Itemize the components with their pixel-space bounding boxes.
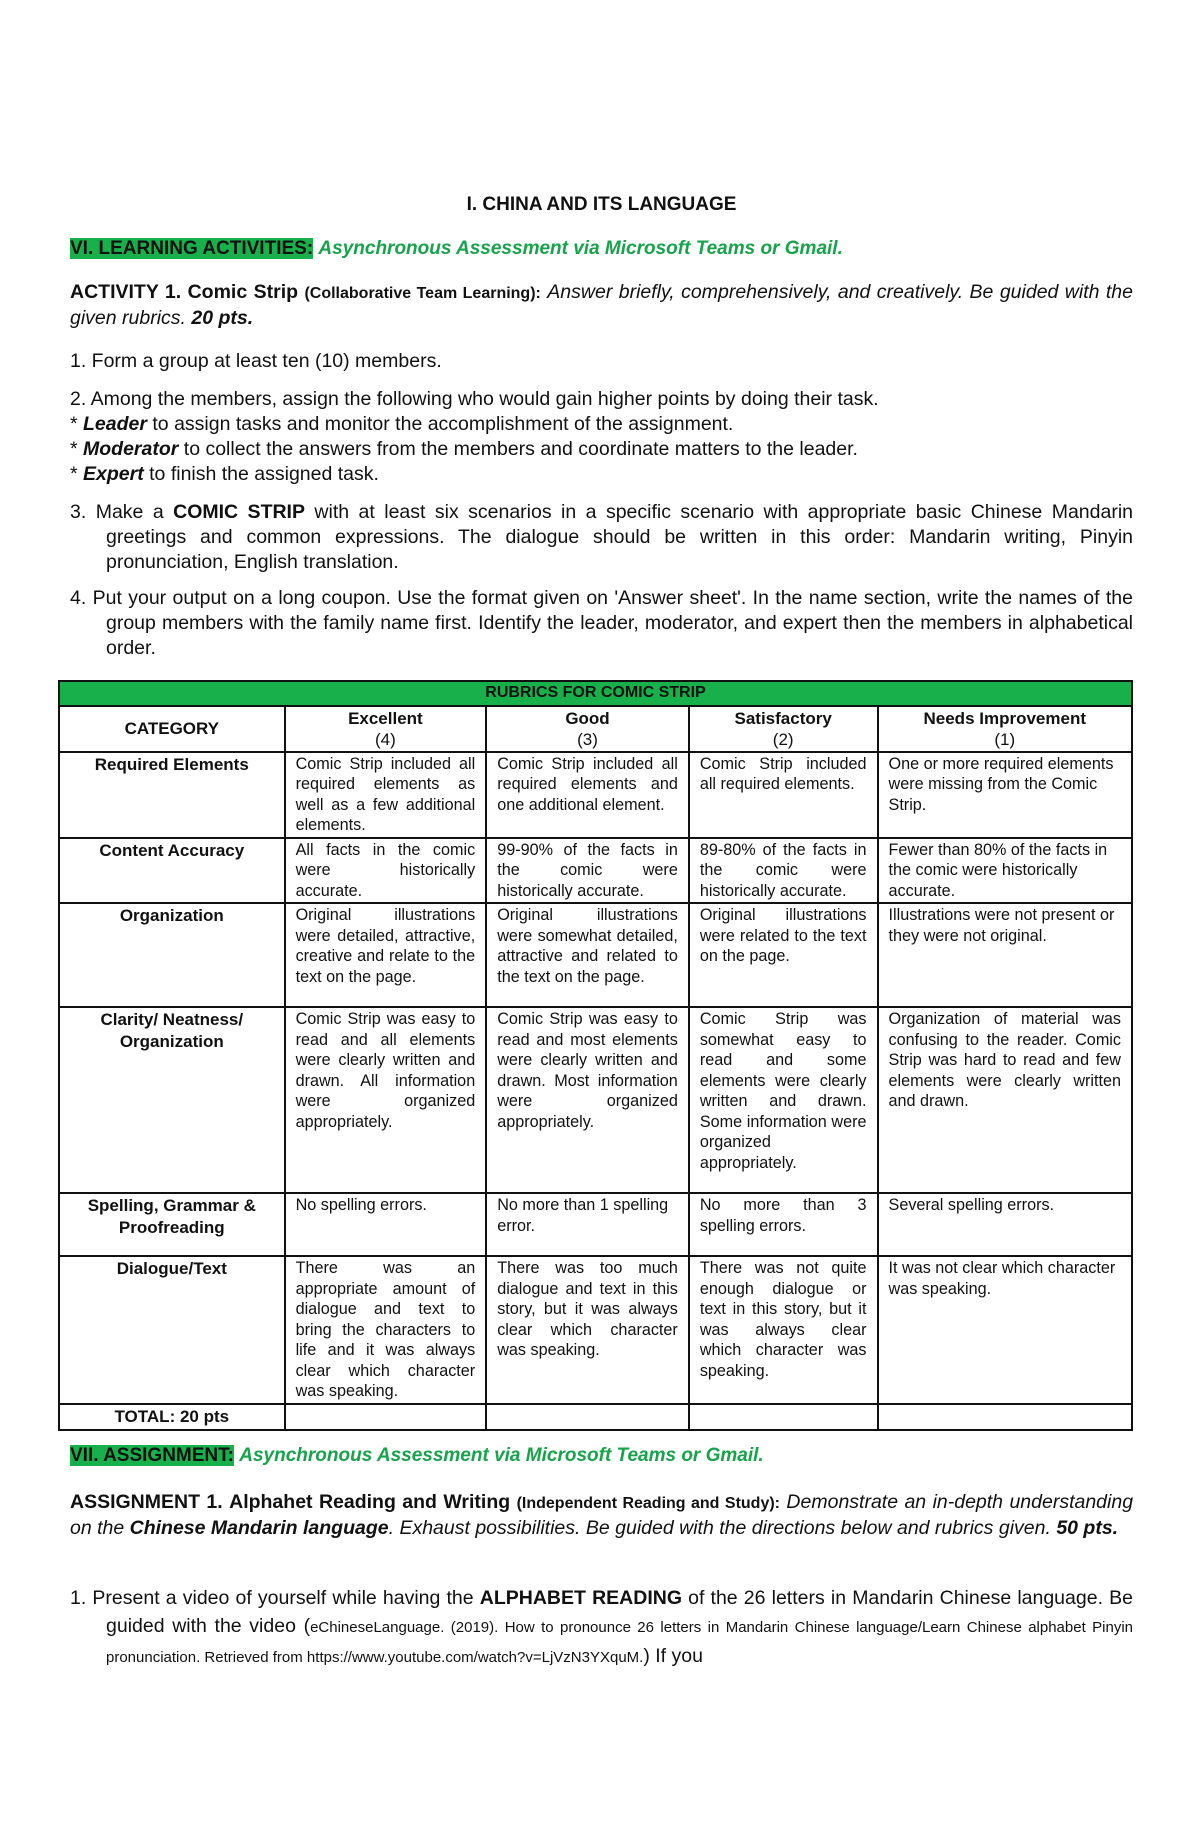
page-title: I. CHINA AND ITS LANGUAGE [466,194,737,215]
criteria-cell: 89-80% of the facts in the comic were historically accurate. [689,838,878,904]
step-2-text: 2. Among the members, assign the following who would gain higher points by doing their task. [70,388,879,410]
assignment-intro: ASSIGNMENT 1. Alphahet Reading and Writing (Independent Reading and Study): Demonstrate an in-depth understanding on the Chinese Mandarin language. Exhaust possibilities. Be guided with the directions below and rubrics given. 50 pts. [70,1491,1134,1539]
table-row [59,1256,1132,1404]
category-cell: Clarity/ Neatness/ Organization [59,1007,285,1193]
criteria-cell: Original illustrations were related to the text on the page. [689,903,878,1007]
category-cell: Spelling, Grammar & Proofreading [59,1193,285,1256]
criteria-cell: Original illustrations were somewhat detailed, attractive and related to the text on the page. [486,903,689,1007]
criteria-cell: It was not clear which character was speaking. [878,1256,1132,1404]
empty-cell [486,1404,689,1430]
rubric-header-row [59,706,1132,752]
category-cell: Content Accuracy [59,838,285,904]
category-cell: Required Elements [59,752,285,838]
assignment-points: 50 pts. [1056,1517,1119,1539]
criteria-cell: Several spelling errors. [878,1193,1132,1256]
activity-label: ACTIVITY 1. [70,281,182,303]
learning-activities-mode: Asynchronous Assessment via Microsoft Teams or Gmail. [318,238,843,259]
criteria-cell: No more than 1 spelling error. [486,1193,689,1256]
table-row [59,1007,1132,1193]
activity-name: Comic Strip [187,281,299,303]
empty-cell [285,1404,487,1430]
assignment-language: Chinese Mandarin language [129,1517,389,1539]
criteria-cell: Illustrations were not present or they were not original. [878,903,1132,1007]
criteria-cell: Organization of material was confusing to the reader. Comic Strip was hard to read and few elements were clearly written and drawn. [878,1007,1132,1193]
criteria-cell: There was an appropriate amount of dialogue and text to bring the characters to life and it was always clear which character was speaking. [285,1256,487,1404]
criteria-cell: Comic Strip included all required elements as well as a few additional elements. [285,752,487,838]
total-cell: TOTAL: 20 pts [59,1404,285,1430]
table-row [59,903,1132,1007]
activity-type: (Collaborative Team Learning): [304,285,541,302]
level-header: Excellent (4) [285,706,487,752]
criteria-cell: There was too much dialogue and text in this story, but it was always clear which character was speaking. [486,1256,689,1404]
assignment-heading [70,1445,764,1467]
criteria-cell: Comic Strip was easy to read and most elements were clearly written and drawn. Most information were organized appropriately. [486,1007,689,1193]
role-expert: * Expert to finish the assigned task. [70,463,379,485]
level-header: Needs Improvement (1) [878,706,1132,752]
video-reference: eChineseLanguage. (2019). How to pronounce 26 letters in Mandarin Chinese language/Learn Chinese alphabet Pinyin pronunciation. Retrieved from https://www.youtube.com/watch?v=LjVzN3YXquM. [106,1619,1134,1666]
criteria-cell: There was not quite enough dialogue or text in this story, but it was always clear which character was speaking. [689,1256,878,1404]
assignment-item-1: 1. Present a video of yourself while having the ALPHABET READING of the 26 letters in Mandarin Chinese language. Be guided with the video (eChineseLanguage. (2019). How to pronounce 26 letters in Mandarin Chinese language/Learn Chinese alphabet Pinyin pronunciation. Retrieved from https://www.youtube.com/watch?v=LjVzN3YXquM.) If you [70,1587,1134,1667]
criteria-cell: Comic Strip included all required elements. [689,752,878,838]
learning-activities-label: VI. LEARNING ACTIVITIES: [70,238,314,259]
criteria-cell: Comic Strip was somewhat easy to read and some elements were clearly written and drawn. Some information were organized appropriately. [689,1007,878,1193]
table-row [59,1193,1132,1256]
category-cell: Dialogue/Text [59,1256,285,1404]
criteria-cell: No spelling errors. [285,1193,487,1256]
assignment-name: Alphahet Reading and Writing [229,1491,511,1513]
rubric-title: RUBRICS FOR COMIC STRIP [59,681,1132,706]
assignment-section-label: VII. ASSIGNMENT: [70,1445,234,1466]
total-row [59,1404,1132,1430]
criteria-cell: Original illustrations were detailed, attractive, creative and relate to the text on the page. [285,903,487,1007]
empty-cell [878,1404,1132,1430]
assignment-label: ASSIGNMENT 1. [70,1491,223,1513]
category-cell: Organization [59,903,285,1007]
criteria-cell: Fewer than 80% of the facts in the comic were historically accurate. [878,838,1132,904]
learning-activities-heading [70,238,843,260]
rubric-title-row [59,681,1132,706]
criteria-cell: 99-90% of the facts in the comic were historically accurate. [486,838,689,904]
activity-intro [70,280,1133,331]
criteria-cell: All facts in the comic were historically accurate. [285,838,487,904]
step-4: 4. Put your output on a long coupon. Use the format given on 'Answer sheet'. In the name section, write the names of the group members with the family name first. Identify the leader, moderator, and expert then the members in alphabetical order. [70,587,1133,659]
criteria-cell: Comic Strip was easy to read and all elements were clearly written and drawn. All information were organized appropriately. [285,1007,487,1193]
criteria-cell: No more than 3 spelling errors. [689,1193,878,1256]
role-moderator: * Moderator to collect the answers from the members and coordinate matters to the leader. [70,438,858,460]
rubric-table [58,680,1133,1431]
table-row [59,838,1132,904]
step-3: 3. Make a COMIC STRIP with at least six scenarios in a specific scenario with appropriate basic Chinese Mandarin greetings and common expressions. The dialogue should be written in this order: Mandarin writing, Pinyin pronunciation, English translation. [70,501,1133,573]
criteria-cell: One or more required elements were missing from the Comic Strip. [878,752,1132,838]
assignment-type: (Independent Reading and Study): [516,1495,780,1512]
empty-cell [689,1404,878,1430]
level-header: Satisfactory (2) [689,706,878,752]
step-2 [70,387,1133,487]
activity-points: 20 pts. [191,307,254,329]
activity-instruction: Answer briefly, comprehensively, and creatively. Be guided with the given rubrics. [70,281,1134,329]
role-leader: * Leader to assign tasks and monitor the accomplishment of the assignment. [70,413,734,435]
assignment-section-mode: Asynchronous Assessment via Microsoft Teams or Gmail. [239,1445,764,1466]
table-row [59,752,1132,838]
category-header: CATEGORY [59,706,285,752]
step-1: 1. Form a group at least ten (10) members. [70,350,442,372]
criteria-cell: Comic Strip included all required elements and one additional element. [486,752,689,838]
level-header: Good (3) [486,706,689,752]
